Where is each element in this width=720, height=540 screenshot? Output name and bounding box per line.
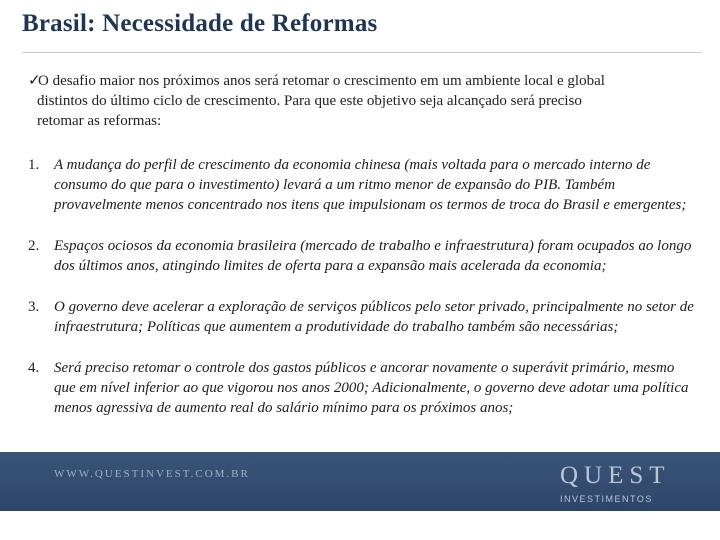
list-item-number: 4. <box>28 360 40 376</box>
list-item-text: A mudança do perfil de crescimento da economia chinesa (mais voltada para o mercado interno de consumo do que para o investimento) levará a um ritmo menor de expansão do PIB. Também provavelmente menos concentrado nos itens que impulsionam os termos de troca do Brasil e emergentes; <box>54 157 687 213</box>
list-item-number: 3. <box>28 299 40 315</box>
footer-banner <box>0 452 720 511</box>
quest-logo: QUEST <box>560 462 671 489</box>
list-item-text: O governo deve acelerar a exploração de serviços públicos pelo setor privado, principalmente no setor de infraestrutura; Políticas que aumentem a produtividade do trabalho também são necessárias; <box>54 299 694 335</box>
list-item-text: Será preciso retomar o controle dos gastos públicos e ancorar novamente o superávit primário, mesmo que em nível inferior ao que vigorou nos anos 2000; Adicionalmente, o governo deve adotar uma política menos agressiva de aumento real do salário mínimo para os próximos anos; <box>54 360 689 416</box>
list-item-number: 1. <box>28 157 40 173</box>
list-item <box>28 236 696 276</box>
intro-paragraph <box>28 71 698 131</box>
list-item <box>28 155 696 215</box>
list-item <box>28 297 696 337</box>
slide-title: Brasil: Necessidade de Reformas <box>22 10 378 37</box>
title-divider <box>22 52 702 53</box>
list-item-text: Espaços ociosos da economia brasileira (mercado de trabalho e infraestrutura) foram ocupados ao longo dos últimos anos, atingindo limites de oferta para a expansão mais acelerada da economia; <box>54 238 692 274</box>
list-item <box>28 358 696 418</box>
list-item-number: 2. <box>28 238 40 254</box>
quest-logo-subtitle: INVESTIMENTOS <box>560 494 653 504</box>
intro-line-1: ✓O desafio maior nos próximos anos será retomar o crescimento em um ambiente local e global <box>28 73 605 89</box>
checkmark-icon: ✓ <box>28 73 41 89</box>
website-url[interactable]: WWW.QUESTINVEST.COM.BR <box>54 468 250 480</box>
intro-line-2: distintos do último ciclo de crescimento. Para que este objetivo seja alcançado será preciso <box>37 93 582 109</box>
reform-list <box>28 155 696 418</box>
intro-line-3: retomar as reformas: <box>37 113 162 129</box>
